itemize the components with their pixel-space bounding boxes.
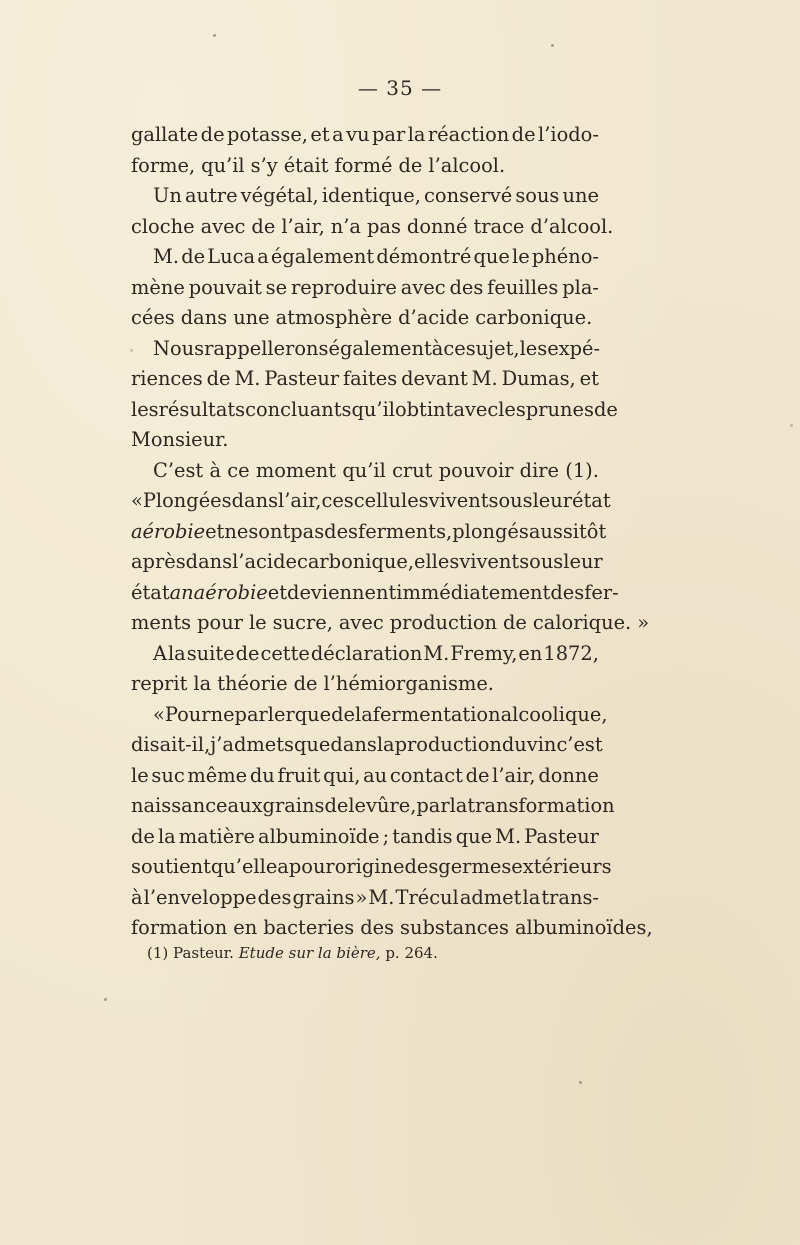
footnote-page: p. 264. (385, 944, 438, 962)
text-line: forme, qu’il s’y était formé de l’alcool. (131, 153, 506, 177)
text-line: cloche avec de l’air, n’a pas donné trace d’alcool. (131, 214, 614, 238)
text-line: disait-il, j’admets que dans la production du vin c’est (131, 733, 603, 756)
text-line: soutient qu’elle a pour origine des germes extérieurs (131, 855, 612, 878)
footnote-author: Pasteur. (173, 944, 234, 962)
text-line: M. de Luca a également démontré que le phéno- (153, 245, 599, 268)
paper-speck (579, 1081, 582, 1084)
text-line: après dans l’acide carbonique, elles vivent sous leur (131, 550, 603, 573)
text-line: le suc même du fruit qui, au contact de l’air, donne (131, 763, 599, 787)
text-line: Un autre végétal, identique, conservé sous une (153, 184, 599, 207)
text-line: aérobie et ne sont pas des ferments, plongés aussitôt (131, 519, 607, 543)
text-line: Monsieur. (131, 428, 229, 451)
text-line: A la suite de cette déclaration M. Fremy, en 1872, (153, 641, 599, 665)
text-line: « Pour ne parler que de la fermentation alcoolique, (153, 702, 608, 726)
text-line: formation en bacteries des substances albuminoïdes, (131, 916, 653, 939)
paper-speck (213, 34, 216, 37)
body-text (131, 120, 653, 944)
paper-speck (104, 998, 107, 1001)
paper-speck (130, 349, 133, 352)
paper-speck (790, 424, 793, 427)
text-line: « Plongées dans l’air, ces cellules vivent sous leur état (131, 489, 611, 512)
text-line: Nous rappellerons également à ce sujet, les expé- (153, 336, 601, 360)
text-line: de la matière albuminoïde ; tandis que M. Pasteur (131, 824, 599, 848)
text-line: naissance aux grains de levûre, par la transformation (131, 794, 615, 817)
page-number: — 35 — (357, 76, 443, 100)
text-line: mène pouvait se reproduire avec des feuilles pla- (131, 275, 599, 299)
text-line: état anaérobie et deviennent immédiatement des fer- (131, 580, 619, 604)
text-line: C’est à ce moment qu’il crut pouvoir dire (1). (153, 458, 599, 482)
text-line: à l’enveloppe des grains » M. Trécul admet la trans- (131, 885, 599, 909)
text-line: reprit la théorie de l’hémiorganisme. (131, 672, 494, 695)
text-line: les résultats concluants qu’il obtint avec les prunes de (131, 397, 618, 421)
text-line: ments pour le sucre, avec production de calorique. » (131, 611, 650, 634)
text-line: cées dans une atmosphère d’acide carbonique. (131, 306, 593, 329)
text-line: gallate de potasse, et a vu par la réaction de l’iodo- (131, 123, 599, 146)
footnote (147, 944, 438, 962)
footnote-title: Etude sur la bière, (238, 944, 381, 962)
paper-speck (551, 44, 554, 47)
text-line: riences de M. Pasteur faites devant M. Dumas, et (131, 367, 599, 390)
footnote-marker: (1) (147, 944, 169, 962)
